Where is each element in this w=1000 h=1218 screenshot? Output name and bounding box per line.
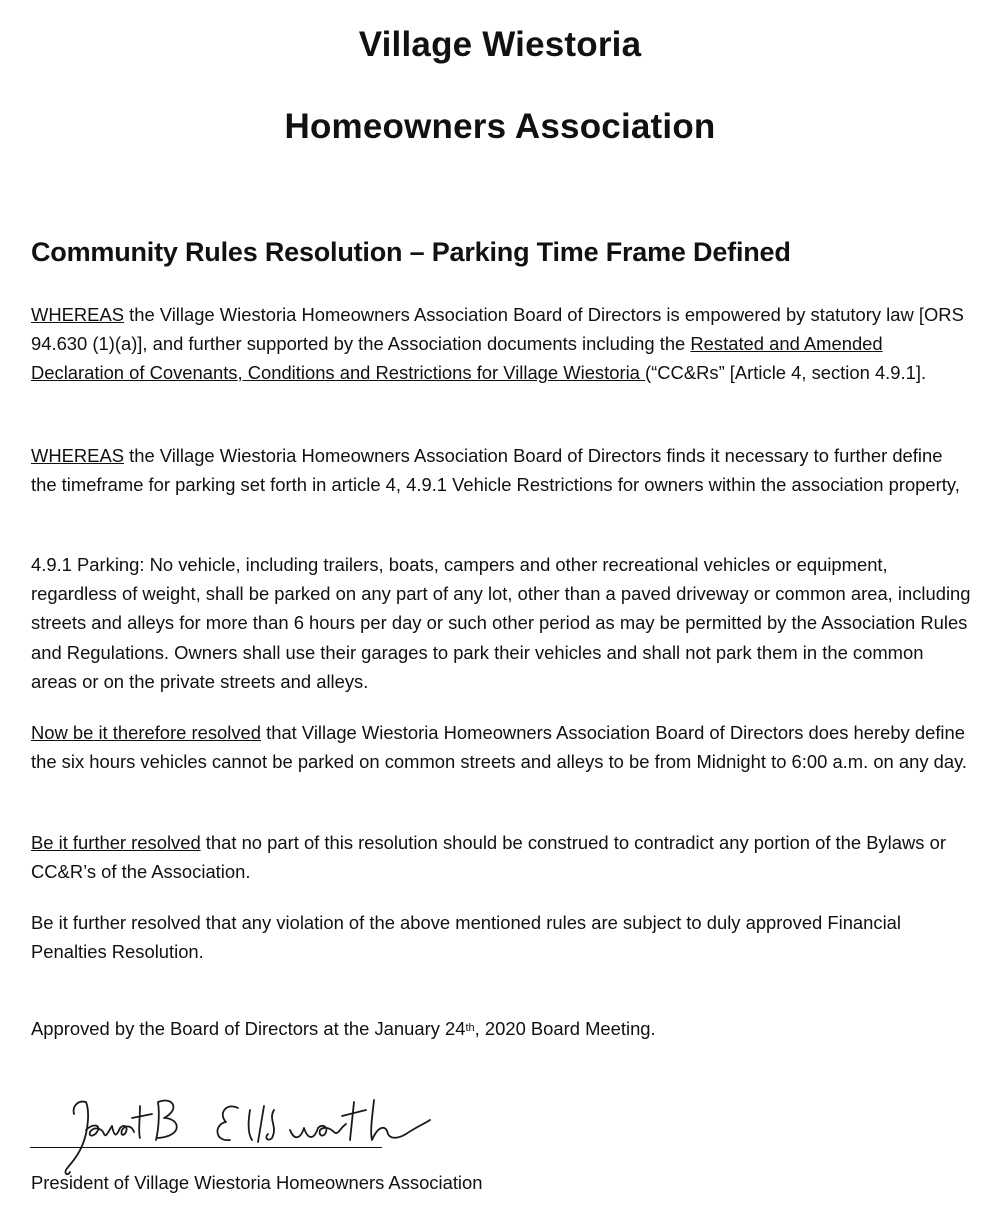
- penalties-paragraph: Be it further resolved that any violation of the above mentioned rules are subject to duly approved Financial Penalties Resolution.: [31, 912, 901, 963]
- further-resolved-paragraph: [31, 828, 971, 886]
- association-name: Village Wiestoria: [358, 25, 642, 64]
- paragraph-text: the Village Wiestoria Homeowners Association Board of Directors finds it necessary to further define the timeframe for parking set forth in article 4, 4.9.1 Vehicle Restrictions for owners within the association property,: [31, 445, 960, 496]
- parking-rule-paragraph: 4.9.1 Parking: No vehicle, including trailers, boats, campers and other recreational vehicles or equipment, regardless of weight, shall be parked on any part of any lot, other than a paved driveway or common area, including streets and alleys for more than 6 hours per day or such other period as may be permitted by the Association Rules and Regulations. Owners shall use their garages to park their vehicles and shall not park them in the common areas or on the private streets and alleys.: [31, 554, 971, 692]
- paragraph-text: (“CC&Rs” [Article 4, section 4.9.1].: [645, 362, 927, 384]
- resolution-title: Community Rules Resolution – Parking Time Frame Defined: [31, 237, 791, 267]
- approval-text: , 2020 Board Meeting.: [474, 1018, 656, 1039]
- signature-scribble-icon: [28, 1080, 448, 1175]
- paragraph-text: the Village Wiestoria Homeowners Association Board of Directors is empowered by statutory law [ORS 94.630 (1)(a)], and further supported by the Association documents including the: [31, 304, 964, 355]
- signer-title: President of Village Wiestoria Homeowners Association: [31, 1172, 483, 1193]
- whereas-lead: WHEREAS: [31, 304, 124, 325]
- date-ordinal: th: [465, 1022, 475, 1034]
- resolved-lead: Now be it therefore resolved: [31, 722, 261, 743]
- whereas-lead: WHEREAS: [31, 445, 124, 466]
- association-type: Homeowners Association: [284, 107, 716, 146]
- paragraph-text: that no part of this resolution should be construed to contradict any portion of the Bylaws or CC&R’s of the Association.: [31, 832, 946, 883]
- paragraph-text: that Village Wiestoria Homeowners Association Board of Directors does hereby define the six hours vehicles cannot be parked on common streets and alleys to be from Midnight to 6:00 a.m. on any day.: [31, 722, 968, 773]
- further-resolved-lead: Be it further resolved: [31, 832, 201, 853]
- ccr-document-title: Restated and Amended Declaration of Covenants, Conditions and Restrictions for Village Wiestoria: [31, 333, 883, 384]
- handwritten-signature: [28, 1080, 448, 1175]
- whereas-paragraph-1: [31, 300, 971, 388]
- approval-statement: [31, 1014, 971, 1043]
- signature-line: [30, 1147, 382, 1148]
- resolved-paragraph: [31, 718, 971, 776]
- whereas-paragraph-2: [31, 441, 971, 499]
- approval-text: Approved by the Board of Directors at the January 24: [31, 1018, 466, 1039]
